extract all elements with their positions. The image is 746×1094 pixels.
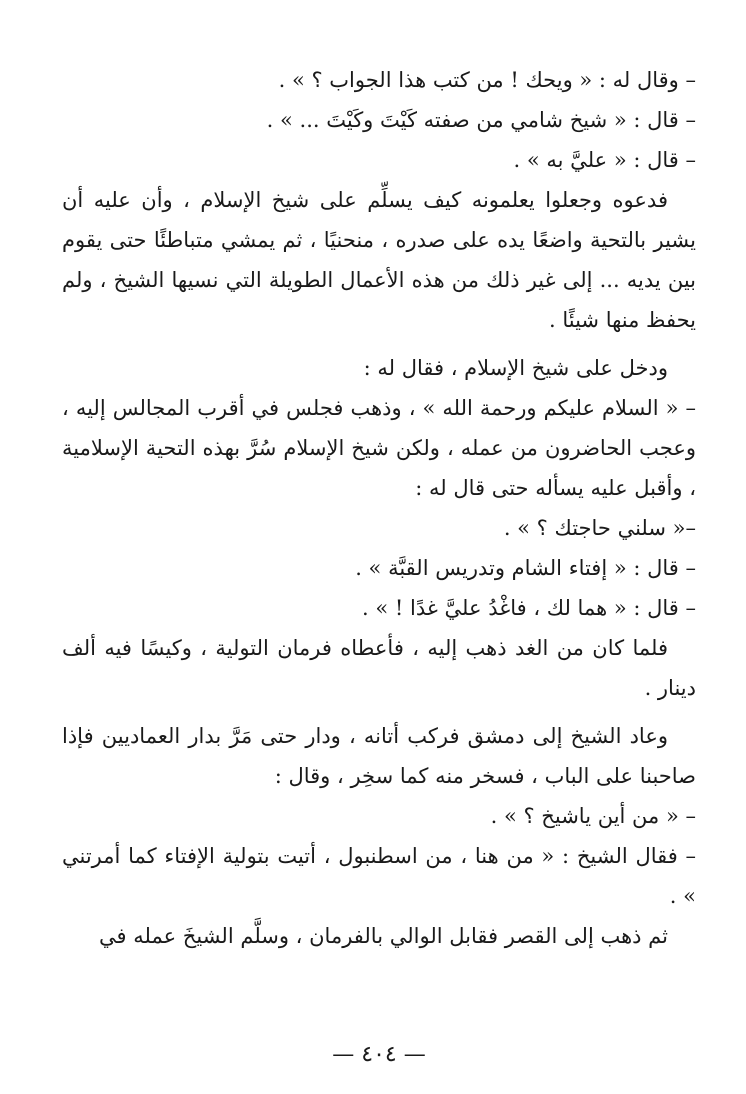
dialogue-line: –« سلني حاجتك ؟ » . <box>503 516 696 540</box>
paragraph: وعاد الشيخ إلى دمشق فركب أتانه ، ودار حتى مَرَّ بدار العماديين فإذا صاحبنا على الباب ، فسخر منه كما سخِر ، وقال : <box>62 724 696 788</box>
paragraph: – فقال الشيخ : « من هنا ، من اسطنبول ، أتيت بتولية الإفتاء كما أمرتني » . <box>62 844 696 908</box>
dialogue-line: – قال : « شيخ شامي من صفته كَيْتَ وكَيْتَ ... » . <box>266 108 696 132</box>
paragraph: – « السلام عليكم ورحمة الله » ، وذهب فجلس في أقرب المجالس إليه ، وعجب الحاضرون من عمله ، ولكن شيخ الإسلام سُرَّ بهذه التحية الإسلامية ، وأقبل عليه يسأله حتى قال له : <box>62 396 696 500</box>
paragraph: فلما كان من الغد ذهب إليه ، فأعطاه فرمان التولية ، وكيسًا فيه ألف دينار . <box>62 636 696 700</box>
paragraph: ثم ذهب إلى القصر فقابل الوالي بالفرمان ، وسلَّم الشيخَ عمله في <box>99 924 668 948</box>
dialogue-line: – قال : « عليَّ به » . <box>513 148 696 172</box>
dialogue-line: – قال : « هما لك ، فاغْدُ عليَّ غدًا ! » . <box>362 596 696 620</box>
paragraph: ودخل على شيخ الإسلام ، فقال له : <box>363 356 668 380</box>
dialogue-line: – وقال له : « ويحك ! من كتب هذا الجواب ؟ » . <box>278 68 696 92</box>
book-page <box>62 60 696 1067</box>
dialogue-line: – قال : « إفتاء الشام وتدريس القبَّة » . <box>355 556 696 580</box>
page-number: — ٤٠٤ — <box>332 1042 426 1067</box>
paragraph: فدعوه وجعلوا يعلمونه كيف يسلِّم على شيخ الإسلام ، وأن عليه أن يشير بالتحية واضعًا يده على صدره ، منحنيًا ، ثم يمشي متباطئًا حتى يقوم بين يديه ... إلى غير ذلك من هذه الأعمال الطويلة التي نسيها الشيخ ، ولم يحفظ منها شيئًا . <box>62 188 696 332</box>
dialogue-line: – « من أين ياشيخ ؟ » . <box>490 804 696 828</box>
